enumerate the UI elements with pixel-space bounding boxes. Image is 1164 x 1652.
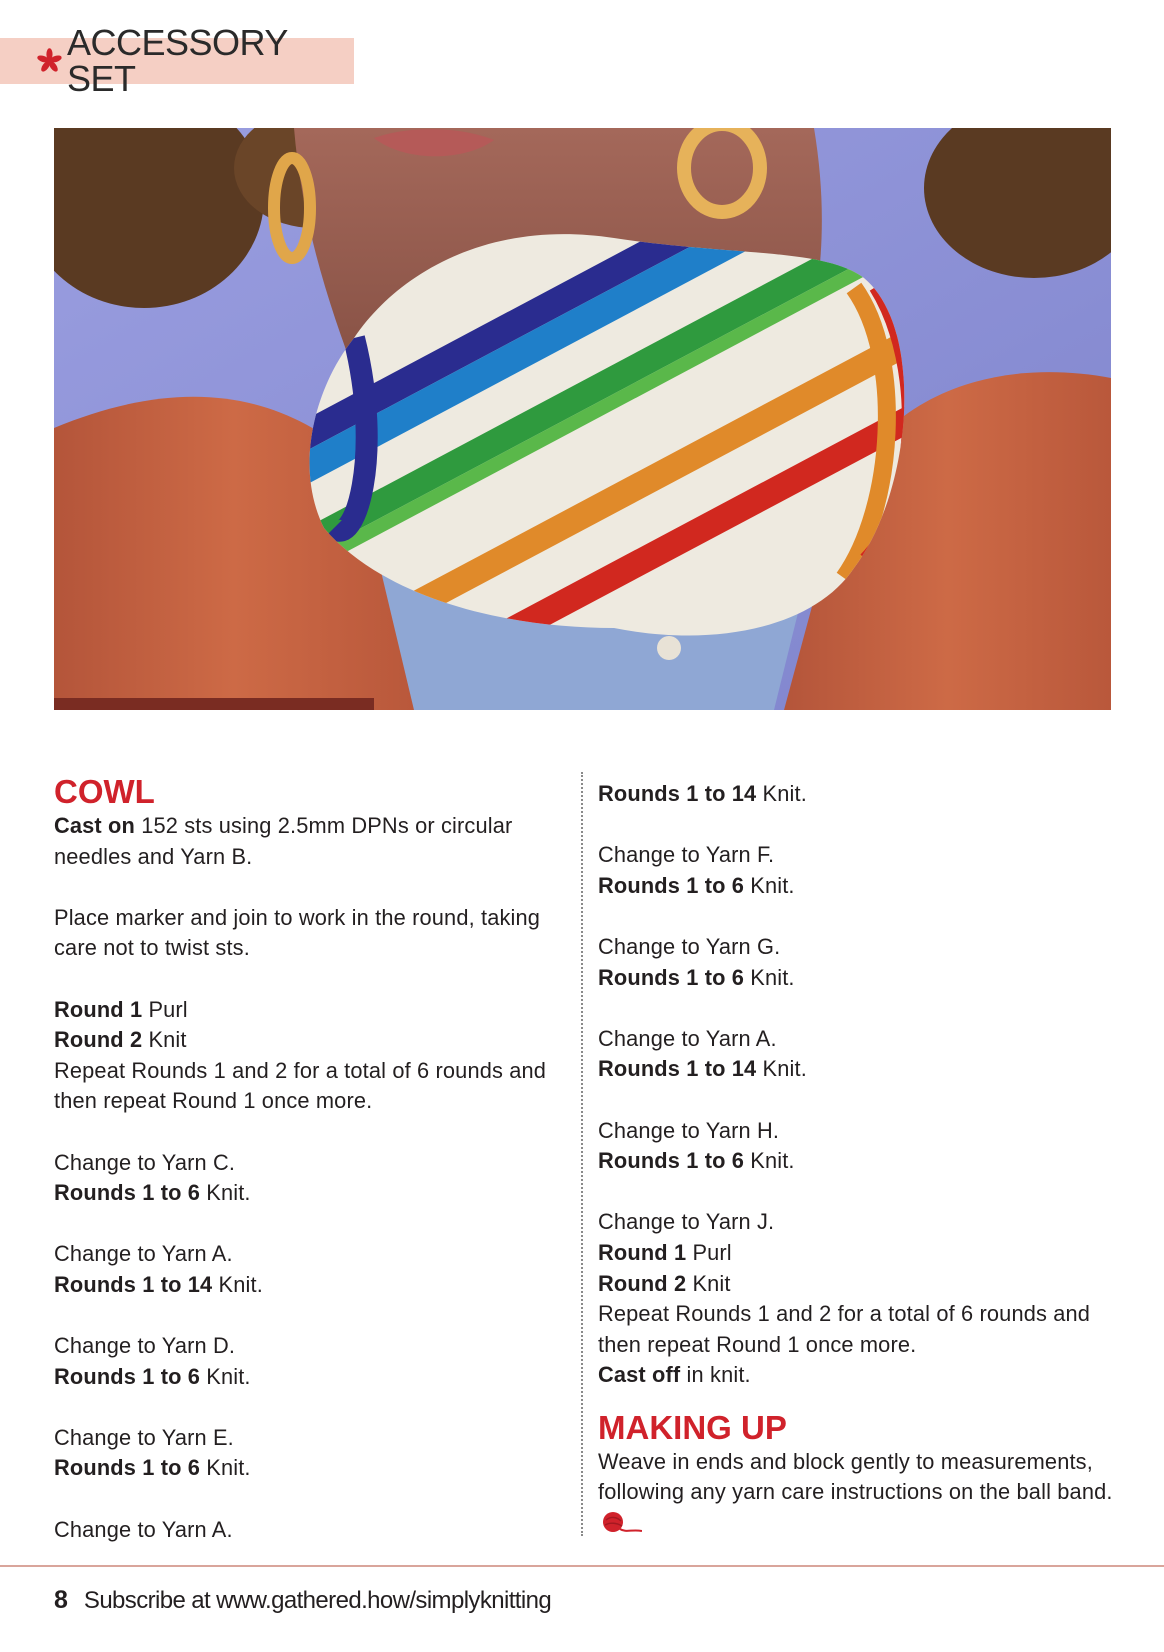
change-yarn-a-1: Change to Yarn A. — [54, 1241, 233, 1267]
round-1-line — [598, 1238, 1118, 1269]
footer — [54, 1586, 551, 1615]
rounds-yarn-e — [54, 1453, 574, 1484]
change-yarn-c: Change to Yarn C. — [54, 1149, 236, 1175]
change-yarn-d: Change to Yarn D. — [54, 1333, 236, 1359]
cast-on-instruction — [54, 811, 574, 872]
rounds-yarn-a-2 — [598, 779, 1118, 810]
rounds-bold: Rounds 1 to 14 — [54, 1271, 213, 1297]
rounds-yarn-g — [598, 963, 1118, 994]
rounds-text: Knit. — [212, 1271, 263, 1297]
rounds-bold: Rounds 1 to 14 — [598, 1056, 757, 1082]
making-up-text — [598, 1447, 1118, 1539]
change-yarn-a-2: Change to Yarn A. — [54, 1516, 233, 1542]
rounds-yarn-h — [598, 1146, 1118, 1177]
rounds-text: Knit. — [744, 872, 795, 898]
change-yarn-g: Change to Yarn G. — [598, 933, 781, 959]
round-1-line — [54, 995, 574, 1026]
making-up-body: Weave in ends and block gently to measurements, following any yarn care instructions on the ball band. — [598, 1448, 1113, 1505]
cowl-photo — [54, 128, 1111, 710]
rounds-yarn-a-3 — [598, 1054, 1118, 1085]
cast-on-text: 152 sts using 2.5mm DPNs or circular needles and Yarn B. — [54, 813, 513, 869]
change-yarn-j: Change to Yarn J. — [598, 1209, 775, 1235]
asterisk-flower-icon — [36, 47, 63, 75]
change-yarn-a-3: Change to Yarn A. — [598, 1025, 777, 1051]
section-title: ACCESSORY SET — [66, 22, 288, 99]
round-2-line — [54, 1025, 574, 1056]
cowl-heading: COWL — [54, 773, 155, 810]
rounds-bold: Rounds 1 to 6 — [54, 1455, 201, 1481]
column-divider — [581, 772, 583, 1536]
round-1-bold: Round 1 — [598, 1239, 687, 1265]
repeat-instruction: Repeat Rounds 1 and 2 for a total of 6 rounds and then repeat Round 1 once more. — [54, 1057, 547, 1114]
round-2-text: Knit — [686, 1270, 731, 1296]
rounds-bold: Rounds 1 to 6 — [54, 1180, 201, 1206]
rounds-bold: Rounds 1 to 6 — [598, 964, 745, 990]
rounds-bold: Rounds 1 to 6 — [598, 1148, 745, 1174]
footer-rule — [0, 1565, 1164, 1567]
rounds-text: Knit. — [756, 1056, 807, 1082]
round-1-text: Purl — [686, 1239, 732, 1265]
round-1-bold: Round 1 — [54, 996, 143, 1022]
round-2-bold: Round 2 — [598, 1270, 687, 1296]
page-number: 8 — [54, 1586, 68, 1614]
round-2-bold: Round 2 — [54, 1027, 143, 1053]
cast-off-instruction — [598, 1360, 1118, 1391]
section-tag — [0, 22, 354, 99]
rounds-text: Knit. — [744, 1148, 795, 1174]
rounds-yarn-f — [598, 871, 1118, 902]
rounds-text: Knit. — [200, 1455, 251, 1481]
yarn-ball-icon — [602, 1511, 642, 1533]
change-yarn-f: Change to Yarn F. — [598, 842, 775, 868]
rounds-bold: Rounds 1 to 6 — [54, 1363, 201, 1389]
repeat-instruction: Repeat Rounds 1 and 2 for a total of 6 rounds and then repeat Round 1 once more. — [598, 1301, 1091, 1357]
rounds-yarn-c — [54, 1178, 574, 1209]
rounds-text: Knit. — [744, 964, 795, 990]
cast-off-bold: Cast off — [598, 1362, 681, 1388]
making-up-heading: MAKING UP — [598, 1408, 787, 1446]
subscribe-link[interactable]: Subscribe at www.gathered.how/simplyknitting — [83, 1587, 552, 1614]
right-column — [598, 779, 1118, 1539]
rounds-text: Knit. — [756, 781, 807, 806]
cast-off-text: in knit. — [680, 1362, 751, 1388]
cast-on-bold: Cast on — [54, 813, 135, 838]
join-instruction: Place marker and join to work in the round, taking care not to twist sts. — [54, 904, 541, 961]
rounds-bold: Rounds 1 to 14 — [598, 781, 757, 806]
rounds-yarn-d — [54, 1362, 574, 1393]
rounds-bold: Rounds 1 to 6 — [598, 872, 745, 898]
rounds-text: Knit. — [200, 1180, 251, 1206]
rounds-text: Knit. — [200, 1363, 251, 1389]
change-yarn-e: Change to Yarn E. — [54, 1424, 234, 1450]
round-2-line — [598, 1269, 1118, 1300]
rounds-yarn-a-1 — [54, 1270, 574, 1301]
round-1-text: Purl — [142, 996, 188, 1022]
round-2-text: Knit — [142, 1027, 187, 1053]
left-column — [54, 773, 574, 1545]
change-yarn-h: Change to Yarn H. — [598, 1117, 780, 1143]
